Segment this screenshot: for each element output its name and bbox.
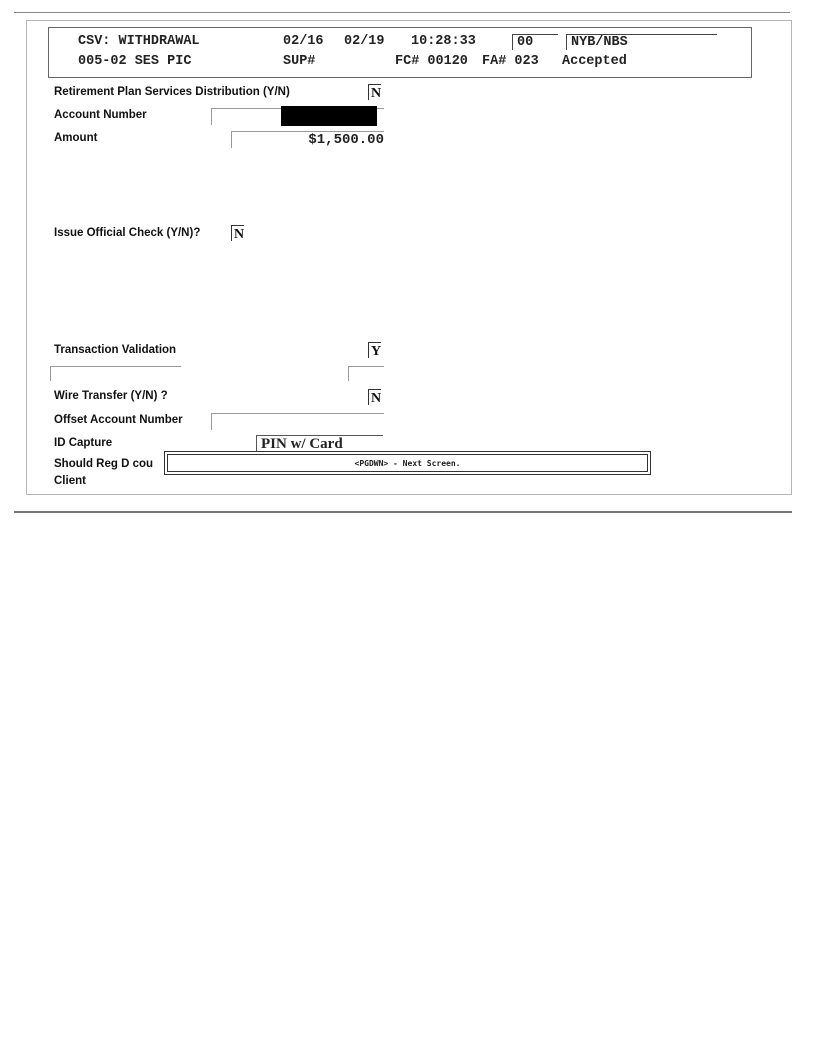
reg-d-label: Should Reg D cou	[54, 458, 154, 470]
time: 10:28:33	[411, 34, 476, 49]
client-label: Client	[54, 475, 86, 487]
region-box[interactable]	[566, 34, 717, 50]
wire-transfer-label: Wire Transfer (Y/N) ?	[54, 390, 168, 402]
redacted-account-number	[281, 106, 377, 126]
transaction-validation-label: Transaction Validation	[54, 344, 177, 356]
screen-title: CSV: WITHDRAWAL	[78, 34, 200, 49]
retirement-flag[interactable]: N	[368, 84, 381, 100]
offset-account-label: Offset Account Number	[54, 414, 183, 426]
transaction-header	[48, 27, 752, 78]
bottom-rule	[14, 511, 792, 513]
validation-input-right[interactable]	[348, 366, 384, 381]
date-1: 02/16	[283, 34, 324, 49]
official-check-label: Issue Official Check (Y/N)?	[54, 227, 201, 239]
account-number-label: Account Number	[54, 109, 147, 121]
sup-label: SUP#	[283, 54, 316, 69]
amount-label: Amount	[54, 132, 98, 144]
id-capture-field[interactable]: PIN w/ Card	[256, 435, 383, 451]
code-box[interactable]	[512, 34, 558, 50]
date-2: 02/19	[344, 34, 385, 49]
id-capture-label: ID Capture	[54, 437, 113, 449]
top-rule	[14, 12, 790, 13]
fc-number: FC# 00120	[395, 54, 468, 69]
next-screen-message[interactable]: <PGDWN> - Next Screen.	[167, 454, 648, 472]
amount-field[interactable]	[231, 131, 384, 148]
branch: 005-02 SES PIC	[78, 54, 192, 69]
retirement-label: Retirement Plan Services Distribution (Y/N)	[54, 86, 290, 98]
official-check-flag[interactable]: N	[231, 225, 244, 241]
validation-input-left[interactable]	[50, 366, 181, 381]
amount-value: $1,500.00	[308, 132, 384, 148]
next-screen-popup	[164, 451, 651, 475]
transaction-validation-flag[interactable]: Y	[368, 342, 381, 358]
region-value: NYB/NBS	[571, 35, 628, 50]
code-value: 00	[517, 35, 534, 50]
wire-transfer-flag[interactable]: N	[368, 389, 381, 405]
offset-account-field[interactable]	[211, 413, 384, 430]
fa-number: FA# 023	[482, 54, 539, 69]
status-text: Accepted	[562, 54, 627, 69]
